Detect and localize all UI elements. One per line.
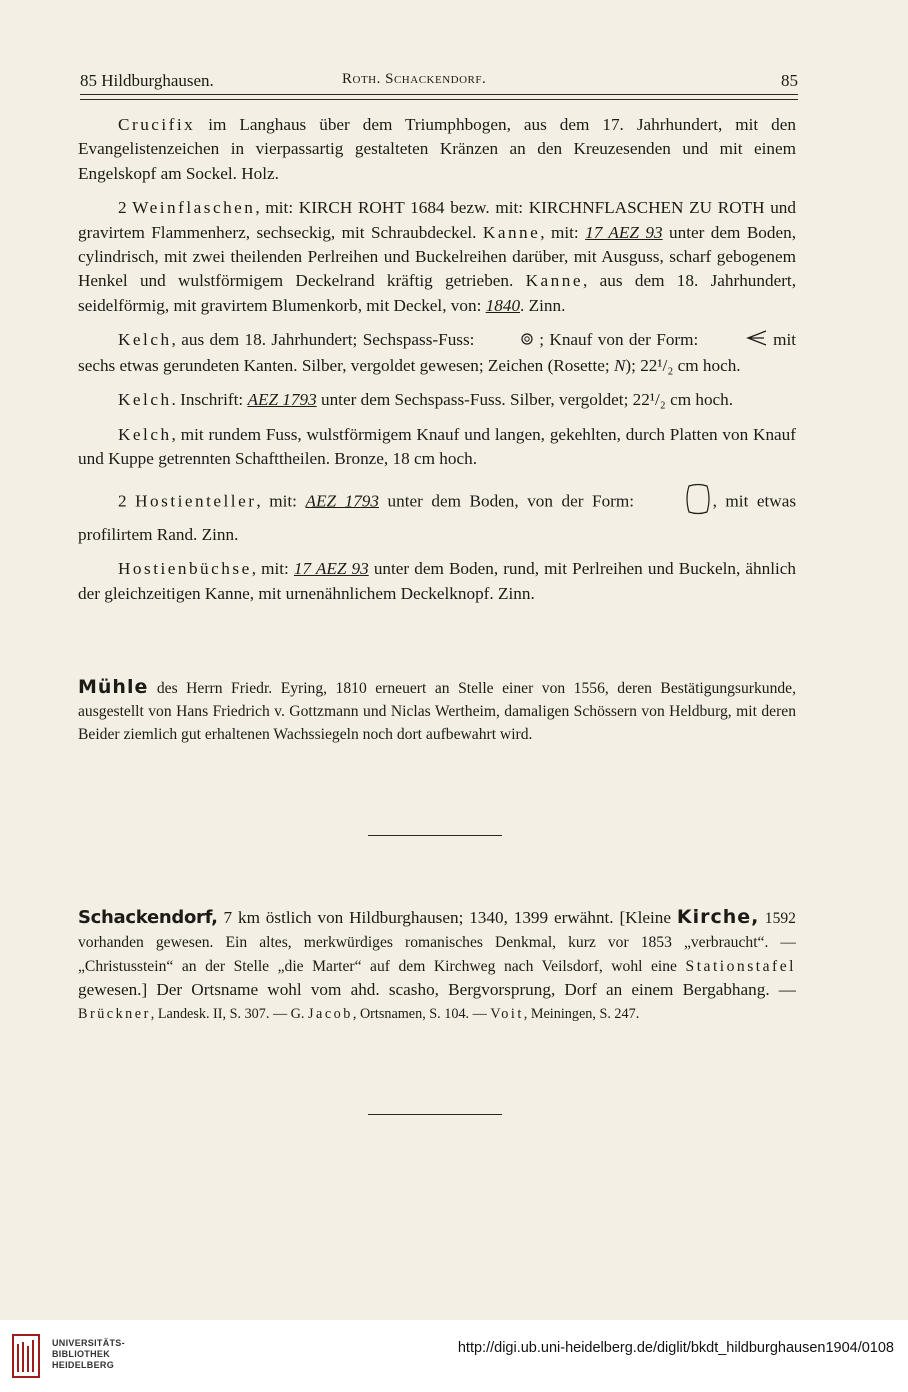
header-page-number: 85 [781, 71, 798, 90]
paragraph-hostienbuechse: Hostienbüchse, mit: 17 AEZ 93 unter dem Boden, rund, mit Perlreihen und Buckeln, ähnlich der gleichzeitigen Kanne, mit urnenähnlichem Deckelknopf. Zinn. [78, 559, 797, 603]
header-left: 85 Hildburghausen. [80, 71, 214, 90]
section-divider-2 [368, 1114, 502, 1115]
paragraph-hostienteller: 2 Hostienteller, mit: AEZ 1793 unter dem Boden, von der Form: , mit etwas profilirtem Rand. Zinn. [78, 482, 796, 548]
header-title: Roth. Schackendorf. [342, 71, 487, 87]
section-schackendorf: Schackendorf, 7 km östlich von Hildburghausen; 1340, 1399 erwähnt. [Kleine Kirche, 1592 vorhanden gewesen. Ein altes, merkwürdiges romanisches Denkmal, kurz vor 1853 „verbraucht“. — „Christusstein“ an der Stelle „die Marter“ auf dem Kirchweg nach Veilsdorf, wohl eine Stationstafel gewesen.] Der Ortsname wohl vom ahd. scasho, Bergvorsprung, Dorf an einem Bergabhang. — Brückner, Landesk. II, S. 307. — G. Jacob, Ortsnamen, S. 104. — Voit, Meiningen, S. 247. [78, 906, 796, 1022]
knauf-form-icon [704, 329, 768, 354]
library-logo-icon [12, 1334, 40, 1378]
footer-bar [0, 1320, 908, 1392]
section-muehle: Mühle des Herrn Friedr. Eyring, 1810 erneuert an Stelle einer von 1556, deren Bestätigungsurkunde, ausgestellt von Hans Friedrich v. Gottzmann und Niclas Wertheim, damaligen Schössern von Heldburg, mit deren Beider ziemlich gut erhaltenen Wachssiegeln noch dort aufbewahrt wird. [78, 676, 796, 743]
muehle-heading: Mühle [78, 676, 149, 698]
header-rule [80, 94, 798, 100]
schackendorf-heading: Schackendorf, [78, 907, 218, 928]
page-header [80, 71, 798, 95]
body-text [78, 113, 796, 616]
section-divider-1 [368, 835, 502, 836]
kirche-heading: Kirche, [676, 906, 760, 928]
hostienteller-form-icon [643, 482, 713, 523]
paragraph-crucifix: Crucifix im Langhaus über dem Triumphbogen, aus dem 17. Jahrhundert, mit den Evangelistenzeichen in vierpassartig gestalteten Kränzen an den Kreuzesenden und mit einem Engelskopf am Sockel. Holz. [78, 115, 796, 183]
library-name: UNIVERSITÄTS- BIBLIOTHEK HEIDELBERG [52, 1338, 125, 1370]
paragraph-kelch-2: Kelch. Inschrift: AEZ 1793 unter dem Sechspass-Fuss. Silber, vergoldet; 22¹/₂ cm hoch. [118, 390, 734, 410]
paragraph-kelch-3: Kelch, mit rundem Fuss, wulstförmigem Knauf und langen, gekehlten, durch Platten von Knauf und Kuppe getrennten Schafttheilen. Bronze, 18 cm hoch. [78, 424, 796, 469]
paragraph-weinflaschen: 2 Weinflaschen, mit: KIRCH ROHT 1684 bezw. mit: KIRCHNFLASCHEN ZU ROTH und gravirtem Flammenherz, sechseckig, mit Schraubdeckel. Kanne, mit: 17 AEZ 93 unter dem Boden, cylindrisch, mit zwei theilenden Perlreihen und Buckelreihen darüber, mit Ausguss, scharf gebogenem Henkel und wulstförmigem Deckelrand kräftig getrieben. Kanne, aus dem 18. Jahrhundert, seidelförmig, mit gravirtem Blumenkorb, mit Deckel, von: 1840. Zinn. [78, 198, 797, 315]
source-url-link[interactable]: http://digi.ub.uni-heidelberg.de/diglit/bkdt_hildburghausen1904/0108 [457, 1340, 894, 1356]
paragraph-kelch-1: Kelch, aus dem 18. Jahrhundert; Sechspass-Fuss: ; Knauf von der Form: mit sechs etwas gerundeten Kanten. Silber, vergoldet gewesen; Zeichen (Rosette; N); 22¹/₂ cm hoch. [78, 330, 797, 375]
sechspass-icon [480, 329, 534, 353]
